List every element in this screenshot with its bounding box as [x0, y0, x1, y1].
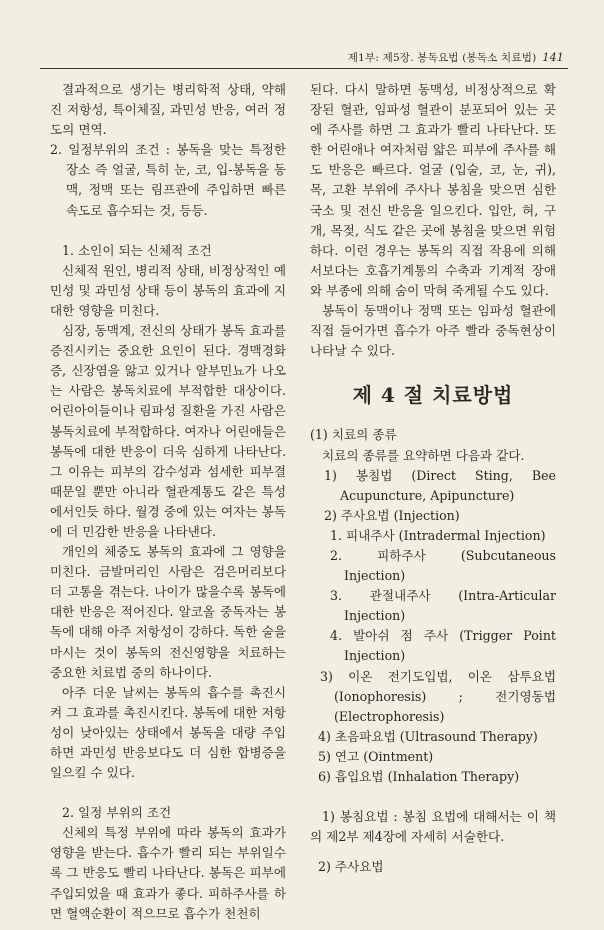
- right-column: [310, 80, 556, 877]
- header-rule: [40, 68, 568, 69]
- list-intro: 치료의 종류를 요약하면 다음과 같다.: [322, 447, 525, 463]
- running-title: 제1부: 제5장. 봉독요법 (봉독소 치료법): [347, 52, 537, 64]
- paragraph: 봉독이 동맥이나 정맥 또는 임파성 혈관에 직접 들어가면 흡수가 아주 빨라 중독현상이 나타날 수 있다.: [310, 303, 556, 359]
- list-subitem: 4. 발아쉬 점 주사 (Trigger Point Injection): [330, 628, 556, 664]
- list-item: 1) 봉침법 (Direct Sting, Bee Acupuncture, Apipuncture): [324, 467, 556, 503]
- list-subitem: 1. 피내주사 (Intradermal Injection): [330, 527, 546, 543]
- list-item: 2) 주사요법: [318, 859, 384, 875]
- spacer: [310, 787, 556, 807]
- list-title: (1) 치료의 종류: [310, 427, 397, 443]
- spacer: [50, 221, 286, 241]
- left-column: [50, 80, 286, 924]
- spacer: [50, 783, 286, 803]
- list-subitem: 3. 관절내주사 (Intra-Articular Injection): [330, 588, 556, 624]
- paragraph: 아주 더운 날씨는 봉독의 흡수를 촉진시켜 그 효과를 촉진시킨다. 봉독에 대한 저항성이 낮아있는 상태에서 봉독을 대량 주입하면 과민성 반응보다도 더 심한 합병증을 일으킬 수 있다.: [50, 684, 286, 781]
- numbered-item: 2. 일정부위의 조건 : 봉독을 맞는 특정한 장소 즉 얼굴, 특히 눈, 코, 입-봉독을 동맥, 정맥 또는 림프관에 주입하면 빠른 속도로 흡수되는 것, 등등.: [50, 142, 286, 218]
- list-item: 6) 흡입요법 (Inhalation Therapy): [318, 769, 520, 784]
- paragraph: 개인의 체중도 봉독의 효과에 그 영향을 미친다. 금발머리인 사람은 검은머리보다 더 고통을 겪는다. 나이가 많을수록 봉독에 대한 반응은 적어진다. 알코올 중독자는 봉독에 대해 아주 저항성이 강하다. 독한 술을 마시는 것이 봉독의 전신영향을 치료하는 중요한 치료법 중의 하나이다.: [50, 544, 286, 680]
- list-item: 5) 연고 (Ointment): [318, 748, 434, 764]
- subsection-heading: 2. 일정 부위의 조건: [62, 805, 172, 821]
- page-number: 141: [542, 51, 564, 64]
- list-item: 4) 초음파요법 (Ultrasound Therapy): [318, 728, 538, 744]
- paragraph: 심장, 동맥계, 전신의 상태가 봉독 효과를 증진시키는 중요한 요인이 된다. 경맥경화증, 신장염을 앓고 있거나 알부민뇨가 나오는 사람은 봉독치료에 부적합한 대상이다. 어린아이들이나 림파성 질환을 가진 사람은 봉독치료에 부적합하다. 여자나 어린애들은 봉독에 대한 반응이 더욱 심하게 나타난다. 그 이유는 피부의 감수성과 섬세한 피부결 때문일 뿐만 아니라 혈관계통도 같은 특성에서인듯 하다. 월경 중에 있는 여자는 봉독에 더 민감한 반응을 나타낸다.: [50, 323, 286, 539]
- running-header: [348, 50, 564, 65]
- subsection-heading: 1. 소인이 되는 신체적 조건: [62, 242, 212, 258]
- paragraph: 1) 봉침요법 : 봉침 요법에 대해서는 이 책의 제2부 제4장에 자세히 서술한다.: [310, 809, 556, 845]
- paragraph: 신체의 특정 부위에 따라 봉독의 효과가 영향을 받는다. 흡수가 빨리 되는 부위일수록 그 반응도 빨리 나타난다. 봉독은 피부에 주입되었을 때 효과가 좋다. 피하주사를 하면 혈액순환이 적으므로 흡수가 천천히: [50, 825, 286, 921]
- list-subitem: 2. 피하주사 (Subcutaneous Injection): [330, 547, 556, 584]
- paragraph: 된다. 다시 말하면 동맥성, 비정상적으로 확장된 혈관, 임파성 혈관이 분포되어 있는 곳에 주사를 하면 그 효과가 빨리 나타난다. 또한 어린애나 여자처럼 얇은 피부에 주사를 해도 반응은 빠르다. 얼굴 (입술, 코, 눈, 귀), 목, 고환 부위에 주사나 봉침을 맞으면 심한 국소 및 전신 반응을 일으킨다. 입안, 혀, 구개, 목젖, 식도 같은 곳에 봉침을 맞으면 위험하다. 이런 경우는 봉독의 직접 작용에 의해서보다는 호흡기계통의 수축과 기계적 장애와 부종에 의해 숨이 막혀 죽게될 수도 있다.: [310, 82, 556, 298]
- paragraph: 결과적으로 생기는 병리학적 상태, 약해진 저항성, 특이체질, 과민성 반응, 여러 정도의 면역.: [50, 82, 286, 138]
- paragraph: 신체적 원인, 병리적 상태, 비정상적인 예민성 및 과민성 상태 등이 봉독의 효과에 지대한 영향을 미친다.: [50, 262, 286, 318]
- list-item: 2) 주사요법 (Injection): [324, 507, 460, 523]
- section-title: 제 4 절 치료방법: [352, 383, 514, 408]
- list-item: 3) 이온 전기도입법, 이온 삼투요법 (Ionophoresis) ; 전기영동법 (Electrophoresis): [320, 668, 556, 724]
- spacer: [310, 847, 556, 857]
